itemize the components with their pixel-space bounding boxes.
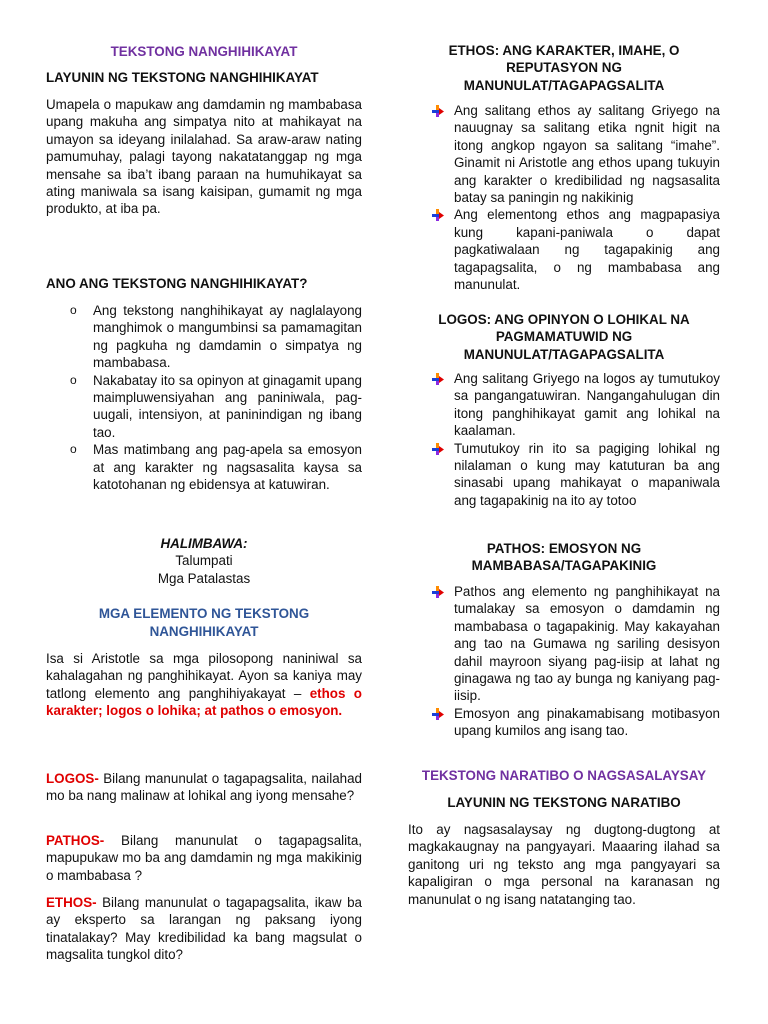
circle-bullet-icon: o	[70, 303, 77, 317]
pathos-list	[408, 583, 720, 740]
arrow-bullet-icon	[432, 209, 444, 221]
elemento-heading: MGA ELEMENTO NG TEKSTONG NANGHIHIKAYAT	[98, 606, 310, 639]
logos-list	[408, 370, 720, 509]
logos-heading: LOGOS: ANG OPINYON O LOHIKAL NA PAGMAMATUWID NG MANUNULAT/TAGAPAGSALITA	[438, 312, 690, 362]
ethos-list	[408, 102, 720, 293]
list-item: o Mas matimbang ang pag-apela sa emosyon at ang karakter ng nagsasalita kaysa sa katotohanan ng ebidensya at katuwiran.	[70, 442, 362, 493]
circle-bullet-icon: o	[70, 372, 77, 387]
logos-definition: LOGOS- Bilang manunulat o tagapagsalita, nailahad mo ba nang malinaw at lohikal ang iyong mensahe?	[46, 771, 362, 804]
arrow-bullet-icon	[432, 105, 444, 117]
list-item: Ang elementong ethos ang magpapasiya kung kapani-paniwala o dapat pagkatiwalaan ng tagapakinig ang tagapagsalita, o ng mambabasa ang manunulat.	[408, 206, 720, 293]
pathos-heading: PATHOS: EMOSYON NG MAMBABASA/TAGAPAKINIG	[471, 541, 657, 574]
halimbawa-item-2: Mga Patalastas	[157, 571, 251, 586]
ano-list	[46, 302, 362, 493]
elemento-highlight: ethos o karakter; logos o lohika; at pathos o emosyon.	[46, 685, 362, 719]
ethos-definition: ETHOS- Bilang manunulat o tagapagsalita, ikaw ba ay eksperto sa larangan ng paksang iyong tinatalakay? May kredibilidad ka bang magsulat o magsalita tungkol dito?	[46, 895, 362, 963]
arrow-bullet-icon	[432, 708, 444, 720]
elemento-paragraph: Isa si Aristotle sa mga pilosopong naniniwal sa kahalagahan ng panghihikayat. Ayon sa kaniya may tatlong elemento ang panghihiyakayat – ethos o karakter; logos o lohika; at pathos o emosyon.	[46, 651, 362, 719]
circle-bullet-icon: o	[70, 442, 77, 457]
section-title-nanghihikayat: TEKSTONG NANGHIHIKAYAT	[110, 44, 298, 59]
logos-term: LOGOS-	[46, 771, 99, 786]
pathos-definition: PATHOS- Bilang manunulat o tagapagsalita, mapupukaw mo ba ang damdamin ng mga makikinig o mambabasa ?	[46, 833, 362, 883]
list-item: Ang salitang Griyego na logos ay tumutukoy sa pangangatuwiran. Nangangahulugan din itong panghihikayat gamit ang lohikal na kaalaman.	[408, 370, 720, 440]
list-item: Ang salitang ethos ay salitang Griyego na nauugnay sa salitang etika ngnit higit na itong angkop ngayon sa salitang “imahe”. Ginamit ni Aristotle ang ethos upang tukuyin ang karakter o kredibilidad ng nagsasalita batay sa paningin ng nakikinig	[408, 102, 720, 206]
section-title-naratibo: TEKSTONG NARATIBO O NAGSASALAYSAY	[421, 768, 707, 783]
layunin-paragraph: Umapela o mapukaw ang damdamin ng mambabasa upang makuha ang simpatya nito at mahikayat na umayon sa ideyang inilalahad. Sa araw-araw nating pamumuhay, palagi tayong nakatatanggap ng mga mensahe sa iba’t ibang paraan na humuhikayat sa ating maniwala sa isang kaisipan, gumamit ng mga produkto, at iba pa.	[46, 97, 362, 217]
ethos-term: ETHOS-	[46, 895, 97, 910]
naratibo-layunin-heading: LAYUNIN NG TEKSTONG NARATIBO	[447, 795, 681, 810]
arrow-bullet-icon	[432, 443, 444, 455]
halimbawa-item-1: Talumpati	[175, 553, 233, 568]
halimbawa-label: HALIMBAWA:	[160, 536, 248, 551]
list-item: o Ang tekstong nanghihikayat ay naglalayong manghimok o mangumbinsi sa pamamagitan ng pagkuha ng damdamin o simpatya ng mambabasa.	[70, 303, 362, 371]
pathos-term: PATHOS-	[46, 833, 105, 848]
arrow-bullet-icon	[432, 586, 444, 598]
layunin-heading: LAYUNIN NG TEKSTONG NANGHIHIKAYAT	[46, 70, 319, 85]
naratibo-paragraph: Ito ay nagsasalaysay ng dugtong-dugtong at magkakaugnay na pangyayari. Maaaring ilahad sa ganitong uri ng teksto ang mga pangyayari sa kapaligiran o mga personal na karanasan ng manunulat o ng isang natatanging tao.	[408, 822, 720, 907]
list-item: Pathos ang elemento ng panghihikayat na tumalakay sa emosyon o damdamin ng mambabasa o tagapakinig. May kakayahan ang tao na Gumawa ng sariling desisyon dahil mayroon siyang pag-iisip at lahat ng ginagawa ng tao ay bunga ng kaniyang pag-iisip.	[408, 583, 720, 705]
list-item: Emosyon ang pinakamabisang motibasyon upang kumilos ang isang tao.	[408, 705, 720, 740]
ethos-heading: ETHOS: ANG KARAKTER, IMAHE, O REPUTASYON NG MANUNULAT/TAGAPAGSALITA	[448, 43, 680, 93]
ano-heading: ANO ANG TEKSTONG NANGHIHIKAYAT?	[46, 276, 308, 291]
list-item: o Nakabatay ito sa opinyon at ginagamit upang maimpluwensiyahan ang paniniwala, pag-uugali, intensiyon, at paninindigan ng ibang tao.	[70, 372, 362, 440]
arrow-bullet-icon	[432, 373, 444, 385]
list-item: Tumutukoy rin ito sa pagiging lohikal ng nilalaman o kung may katuturan ba ang sinasabi upang mahikayat o mapaniwala ang tagapakinig na ito ay totoo	[408, 440, 720, 510]
